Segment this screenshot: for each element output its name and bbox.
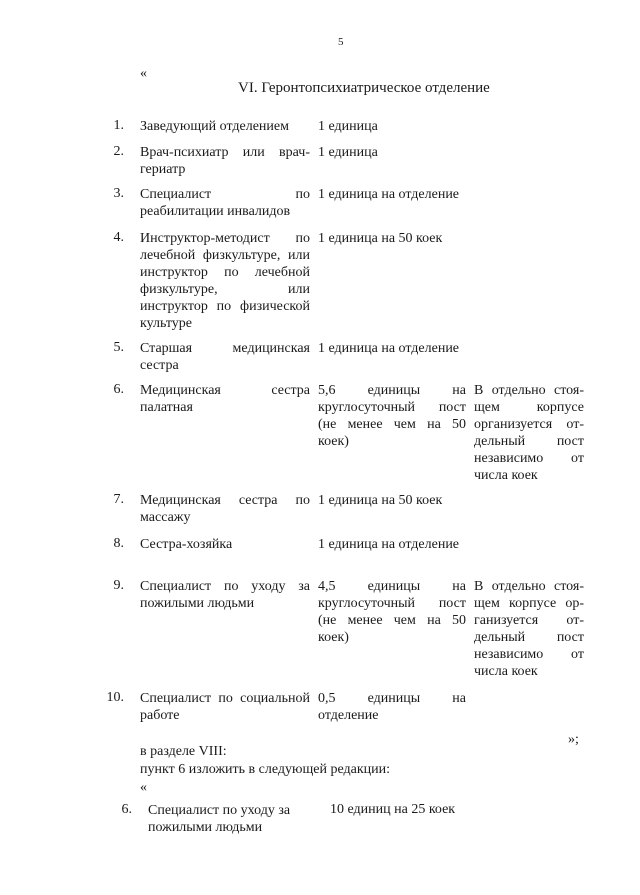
amendment-instruction: пункт 6 изложить в следующей редакции: bbox=[140, 762, 390, 777]
row-number: 10. bbox=[106, 690, 124, 705]
row-norm: 1 единица на 50 коек bbox=[318, 231, 443, 246]
row-position: Инструктор-методист по лечебной физкультуре, или инструктор по лечебной физкультуре, или инструктор по физической культуре bbox=[140, 231, 310, 331]
row-position: Сестра-хозяйка bbox=[140, 537, 233, 552]
row-position: Медицинская сестра палатная bbox=[140, 383, 310, 415]
row-norm: 1 единица на 50 коек bbox=[318, 493, 443, 508]
row-number: 3. bbox=[113, 186, 124, 201]
row-norm: 1 единица bbox=[318, 119, 378, 134]
final-row-number: 6. bbox=[121, 802, 132, 817]
row-norm: 1 единица bbox=[318, 145, 378, 160]
closing-quote: »; bbox=[568, 732, 579, 747]
section-title: VI. Геронтопсихиатрическое отделение bbox=[238, 80, 490, 96]
row-norm: 0,5 единицы на отделение bbox=[318, 691, 466, 723]
row-number: 1. bbox=[113, 118, 124, 133]
row-number: 6. bbox=[113, 382, 124, 397]
row-position: Медицинская сестра по массажу bbox=[140, 493, 310, 525]
row-note: В отдельно стоя-щем корпусе организуется от-дельный пост независимо от числа коек bbox=[474, 383, 584, 483]
row-number: 4. bbox=[113, 230, 124, 245]
row-position: Специалист по реабилитации инвалидов bbox=[140, 187, 310, 219]
final-row-position: Специалист по уходу за пожилыми людьми bbox=[148, 803, 291, 835]
row-norm: 1 единица на отделение bbox=[318, 341, 460, 356]
row-number: 8. bbox=[113, 536, 124, 551]
row-norm: 4,5 единицы на круглосуточный пост (не менее чем на 50 коек) bbox=[318, 579, 466, 645]
row-position: Врач-психиатр или врач-гериатр bbox=[140, 145, 310, 177]
row-number: 7. bbox=[113, 492, 124, 507]
row-position: Заведующий отделением bbox=[140, 119, 289, 134]
final-row-norm: 10 единиц на 25 коек bbox=[330, 802, 456, 817]
row-norm: 1 единица на отделение bbox=[318, 537, 460, 552]
row-position: Специалист по уходу за пожилыми людьми bbox=[140, 579, 310, 611]
row-note: В отдельно стоя-щем корпусе ор-ганизуется от-дельный пост независимо от числа коек bbox=[474, 579, 584, 679]
row-position: Специалист по социальной работе bbox=[140, 691, 310, 723]
opening-quote-2: « bbox=[140, 780, 147, 795]
section-reference: в разделе VIII: bbox=[140, 744, 227, 759]
row-norm: 1 единица на отделение bbox=[318, 187, 460, 202]
row-number: 9. bbox=[113, 578, 124, 593]
page-number: 5 bbox=[338, 36, 344, 48]
row-position: Старшая медицинская сестра bbox=[140, 341, 310, 373]
opening-quote: « bbox=[140, 66, 147, 81]
row-number: 5. bbox=[113, 340, 124, 355]
row-norm: 5,6 единицы на круглосуточный пост (не менее чем на 50 коек) bbox=[318, 383, 466, 449]
row-number: 2. bbox=[113, 144, 124, 159]
